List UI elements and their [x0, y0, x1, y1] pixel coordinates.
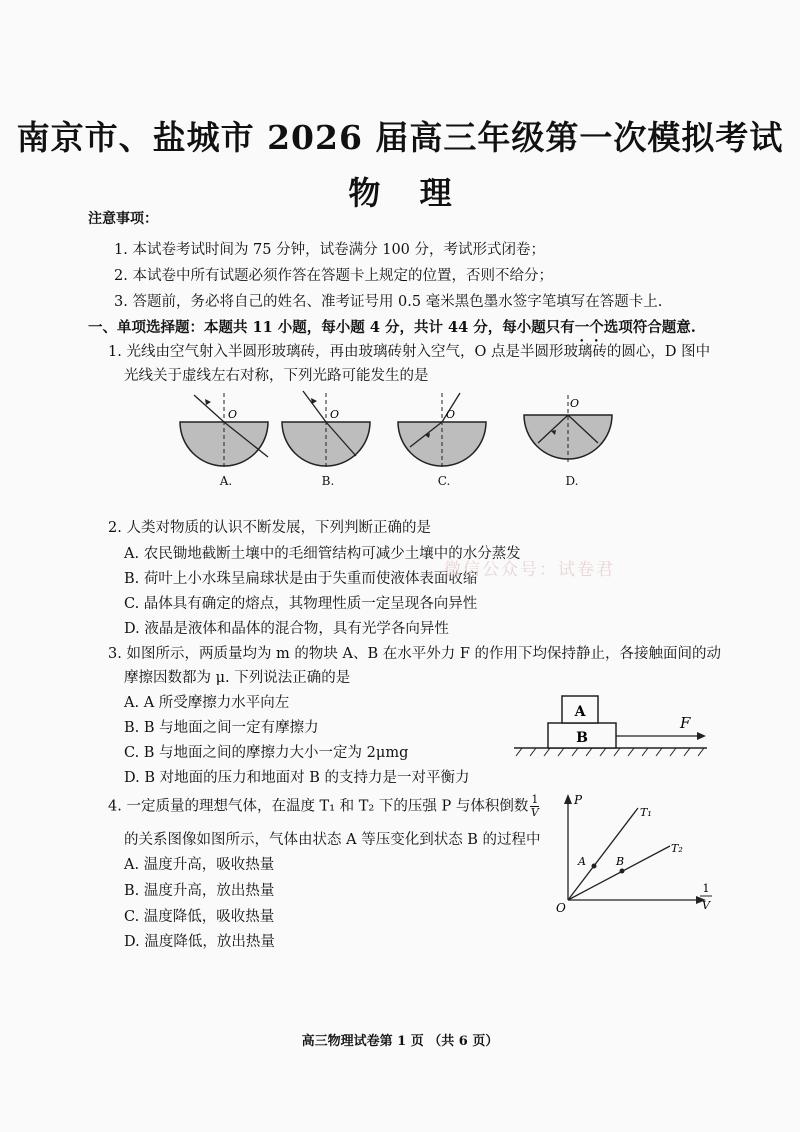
q1-a-center-label: O — [228, 408, 238, 421]
exam-title: 南京市、盐城市 2026 届高三年级第一次模拟考试 — [16, 118, 784, 157]
section-heading-main: 一、单项选择题：本题共 11 小题，每小题 4 分，共计 44 分，每小题只有 — [88, 319, 575, 336]
q1-c-center-label: O — [446, 408, 456, 421]
point-b-label: B — [616, 855, 625, 868]
q4-inverse-v-fraction — [530, 794, 539, 819]
block-b-label: B — [576, 730, 588, 746]
notice-item: 1. 本试卷考试时间为 75 分钟，试卷满分 100 分，考试形式闭卷； — [114, 242, 546, 258]
t2-label: T₂ — [671, 842, 683, 855]
q1-d-center-label: O — [570, 397, 580, 410]
q4-inv-v-num: 1 — [531, 793, 539, 806]
q1-option-d-label: D. — [565, 474, 579, 488]
q3-stem-line2: 摩擦因数都为 μ. 下列说法正确的是 — [124, 670, 351, 686]
force-label: F — [680, 714, 691, 732]
q4-stem-line1 — [108, 794, 539, 819]
q4-option-c: C. 温度降低，吸收热量 — [124, 909, 275, 925]
isotherm-t1 — [568, 808, 638, 900]
notice-item: 2. 本试卷中所有试题必须作答在答题卡上规定的位置，否则不给分； — [114, 268, 553, 284]
q1-option-c-diagram — [398, 393, 486, 488]
watermark: 微信公众号：试卷君 — [444, 560, 615, 580]
inv-v-axis-num: 1 — [702, 882, 710, 895]
q3-option-b: B. B 与地面之间一定有摩擦力 — [124, 720, 319, 736]
q2-option-a: A. 农民锄地截断土壤中的毛细管结构可减少土壤中的水分蒸发 — [124, 546, 521, 562]
q1-b-center-label: O — [330, 408, 340, 421]
t1-label: T₁ — [640, 806, 652, 819]
q3-option-d: D. B 对地面的压力和地面对 B 的支持力是一对平衡力 — [124, 770, 470, 786]
q1-stem-line1: 1. 光线由空气射入半圆形玻璃砖，再由玻璃砖射入空气，O 点是半圆形玻璃砖的圆心，D 图中 — [108, 344, 711, 360]
inv-v-axis-den: V — [702, 899, 710, 912]
q2-option-c: C. 晶体具有确定的熔点，其物理性质一定呈现各向异性 — [124, 596, 478, 612]
q1-stem-line2: 光线关于虚线左右对称，下列光路可能发生的是 — [124, 368, 429, 384]
q3-option-a: A. A 所受摩擦力水平向左 — [124, 695, 290, 711]
point-a-label: A — [578, 855, 586, 868]
q3-stem-line1: 3. 如图所示，两质量均为 m 的物块 A、B 在水平外力 F 的作用下均保持静止，各接触面间的动 — [108, 646, 722, 662]
subject-title: 物 理 — [348, 174, 452, 212]
q1-option-b-diagram — [282, 391, 370, 488]
point-b — [620, 869, 625, 874]
q1-option-b-label: B. — [321, 474, 335, 488]
section-heading-tail: 选项符合题意. — [603, 319, 696, 336]
q2-stem: 2. 人类对物质的认识不断发展，下列判断正确的是 — [108, 520, 431, 536]
q2-option-d: D. 液晶是液体和晶体的混合物，具有光学各向异性 — [124, 621, 449, 637]
q3-option-c: C. B 与地面之间的摩擦力大小一定为 2μmg — [124, 745, 409, 761]
notice-heading: 注意事项： — [88, 211, 158, 227]
q4-option-d: D. 温度降低，放出热量 — [124, 934, 275, 950]
q4-option-b: B. 温度升高，放出热量 — [124, 883, 275, 899]
point-a — [592, 864, 597, 869]
q1-option-c-label: C. — [437, 474, 451, 488]
q2-option-b: B. 荷叶上小水珠呈扁球状是由于失重而使液体表面收缩 — [124, 571, 478, 587]
q4-inv-v-den: V — [530, 806, 539, 819]
q1-option-a-label: A. — [219, 474, 233, 488]
q4-stem-line2: 的关系图像如图所示，气体由状态 A 等压变化到状态 B 的过程中 — [124, 832, 541, 848]
origin-label: O — [556, 901, 566, 915]
q4-option-a: A. 温度升高，吸收热量 — [124, 857, 275, 873]
q4-figure — [548, 790, 728, 920]
q1-option-a-diagram — [180, 393, 268, 488]
q1-figure — [170, 385, 630, 490]
q4-stem-text: 4. 一定质量的理想气体，在温度 T₁ 和 T₂ 下的压强 P 与体积倒数 — [108, 798, 529, 815]
q1-option-d-diagram — [524, 395, 612, 488]
block-a-label: A — [574, 704, 586, 720]
notice-item: 3. 答题前，务必将自己的姓名、准考证号用 0.5 毫米黑色墨水签字笔填写在答题卡上. — [114, 294, 663, 310]
section-heading-emphasis: 一个 — [574, 319, 604, 336]
p-axis-label: P — [574, 793, 583, 807]
page-footer: 高三物理试卷第 1 页 （共 6 页） — [301, 1034, 499, 1049]
q3-figure — [512, 688, 712, 760]
